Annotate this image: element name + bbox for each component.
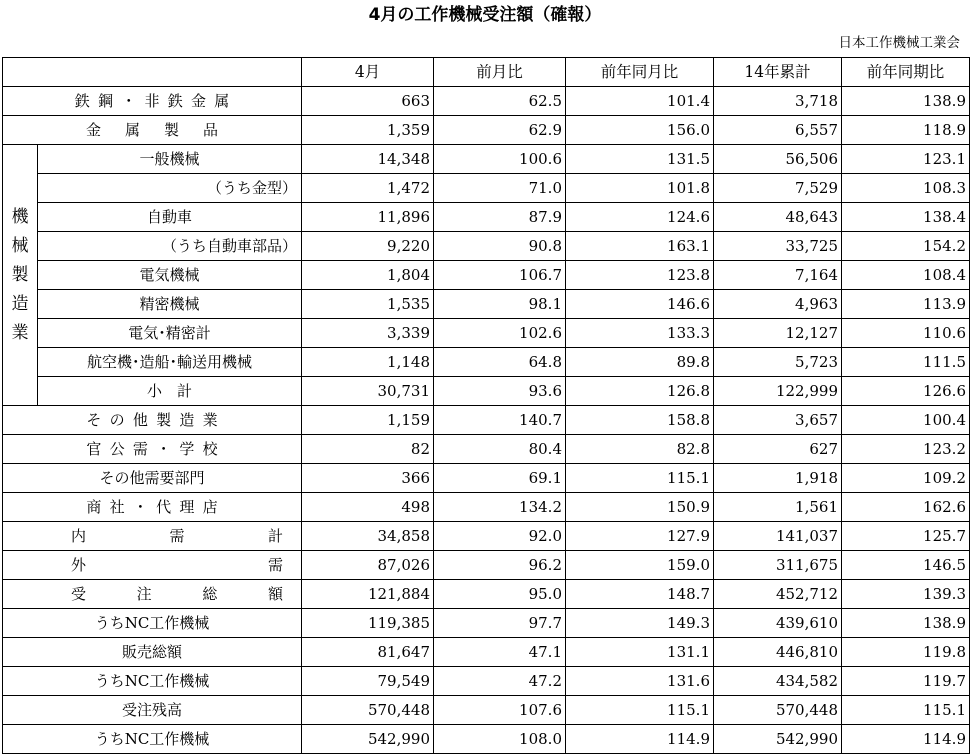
cell-value: 570,448 [714,696,842,725]
row-label: 商社・代理店 [3,493,302,522]
cell-value: 79,549 [302,667,434,696]
row-label: 航空機･造船･輸送用機械 [38,348,302,377]
cell-value: 119.7 [842,667,970,696]
cell-value: 81,647 [302,638,434,667]
cell-value: 108.3 [842,174,970,203]
header-april: 4月 [302,58,434,87]
table-row [3,232,970,261]
cell-value: 82 [302,435,434,464]
page-title: 4月の工作機械受注額（確報） [368,5,602,25]
cell-value: 148.7 [566,580,714,609]
cell-value: 108.4 [842,261,970,290]
cell-value: 71.0 [434,174,566,203]
cell-value: 150.9 [566,493,714,522]
cell-value: 111.5 [842,348,970,377]
table-row [3,145,970,174]
row-label: 小計 [38,377,302,406]
header-ytd-yoy: 前年同期比 [842,58,970,87]
cell-value: 162.6 [842,493,970,522]
row-label-char: 計 [267,527,283,545]
row-label: その他製造業 [3,406,302,435]
group-label-char: 機 [11,206,29,227]
cell-value: 3,718 [714,87,842,116]
cell-value: 1,359 [302,116,434,145]
cell-value: 149.3 [566,609,714,638]
table-row [3,696,970,725]
cell-value: 126.6 [842,377,970,406]
cell-value: 9,220 [302,232,434,261]
cell-value: 93.6 [434,377,566,406]
cell-value: 663 [302,87,434,116]
row-label: （うち金型） [38,174,302,203]
table-row [3,493,970,522]
row-label-char: 外 [71,556,87,574]
cell-value: 1,472 [302,174,434,203]
table-row [3,261,970,290]
cell-value: 82.8 [566,435,714,464]
row-label: うちNC工作機械 [3,609,302,638]
table-row [3,203,970,232]
cell-value: 119.8 [842,638,970,667]
cell-value: 156.0 [566,116,714,145]
table-row [3,319,970,348]
cell-value: 12,127 [714,319,842,348]
orders-table [2,57,970,754]
cell-value: 146.6 [566,290,714,319]
cell-value: 92.0 [434,522,566,551]
cell-value: 139.3 [842,580,970,609]
row-label-char: 内 [71,527,87,545]
cell-value: 159.0 [566,551,714,580]
group-label-char: 製 [11,264,29,285]
row-label: その他需要部門 [3,464,302,493]
group-label-char: 造 [11,293,29,314]
table-row [3,522,970,551]
cell-value: 627 [714,435,842,464]
table-row [3,290,970,319]
row-label-total-orders [3,580,302,609]
cell-value: 69.1 [434,464,566,493]
cell-value: 80.4 [434,435,566,464]
cell-value: 7,529 [714,174,842,203]
table-row [3,580,970,609]
cell-value: 570,448 [302,696,434,725]
cell-value: 125.7 [842,522,970,551]
cell-value: 30,731 [302,377,434,406]
row-label-foreign [3,551,302,580]
cell-value: 123.8 [566,261,714,290]
cell-value: 34,858 [302,522,434,551]
row-label: 販売総額 [3,638,302,667]
cell-value: 439,610 [714,609,842,638]
row-label: 電気･精密計 [38,319,302,348]
cell-value: 113.9 [842,290,970,319]
cell-value: 108.0 [434,725,566,754]
row-label: うちNC工作機械 [3,725,302,754]
cell-value: 6,557 [714,116,842,145]
cell-value: 542,990 [302,725,434,754]
cell-value: 33,725 [714,232,842,261]
cell-value: 115.1 [566,696,714,725]
cell-value: 48,643 [714,203,842,232]
cell-value: 109.2 [842,464,970,493]
table-row [3,174,970,203]
table-row [3,348,970,377]
cell-value: 89.8 [566,348,714,377]
cell-value: 47.2 [434,667,566,696]
cell-value: 121,884 [302,580,434,609]
cell-value: 98.1 [434,290,566,319]
cell-value: 366 [302,464,434,493]
cell-value: 123.2 [842,435,970,464]
cell-value: 1,561 [714,493,842,522]
cell-value: 14,348 [302,145,434,174]
row-label-char: 注 [136,585,152,603]
cell-value: 134.2 [434,493,566,522]
cell-value: 115.1 [566,464,714,493]
cell-value: 127.9 [566,522,714,551]
cell-value: 3,339 [302,319,434,348]
cell-value: 1,535 [302,290,434,319]
row-label-char: 受 [71,585,87,603]
row-label-domestic [3,522,302,551]
header-blank [3,58,302,87]
cell-value: 118.9 [842,116,970,145]
cell-value: 131.5 [566,145,714,174]
cell-value: 138.4 [842,203,970,232]
cell-value: 122,999 [714,377,842,406]
row-label-char: 需 [267,556,283,574]
cell-value: 56,506 [714,145,842,174]
cell-value: 107.6 [434,696,566,725]
row-label: 一般機械 [38,145,302,174]
cell-value: 97.7 [434,609,566,638]
cell-value: 115.1 [842,696,970,725]
cell-value: 446,810 [714,638,842,667]
row-label: 自動車 [38,203,302,232]
cell-value: 11,896 [302,203,434,232]
header-yoy: 前年同月比 [566,58,714,87]
cell-value: 146.5 [842,551,970,580]
row-label: 受注残高 [3,696,302,725]
cell-value: 133.3 [566,319,714,348]
table-row [3,725,970,754]
cell-value: 47.1 [434,638,566,667]
table-row [3,435,970,464]
cell-value: 100.4 [842,406,970,435]
row-label-char: 需 [169,527,185,545]
cell-value: 1,804 [302,261,434,290]
row-label: うちNC工作機械 [3,667,302,696]
cell-value: 102.6 [434,319,566,348]
table-row [3,377,970,406]
table-row [3,464,970,493]
table-row [3,638,970,667]
cell-value: 131.6 [566,667,714,696]
cell-value: 101.8 [566,174,714,203]
table-row [3,667,970,696]
table-row [3,406,970,435]
cell-value: 138.9 [842,609,970,638]
cell-value: 62.5 [434,87,566,116]
row-label: （うち自動車部品） [38,232,302,261]
cell-value: 5,723 [714,348,842,377]
cell-value: 498 [302,493,434,522]
cell-value: 140.7 [434,406,566,435]
cell-value: 114.9 [566,725,714,754]
cell-value: 87.9 [434,203,566,232]
group-label-char: 械 [11,235,29,256]
table-row [3,551,970,580]
cell-value: 452,712 [714,580,842,609]
cell-value: 101.4 [566,87,714,116]
cell-value: 64.8 [434,348,566,377]
cell-value: 106.7 [434,261,566,290]
group-label-manufacturing [3,145,38,406]
cell-value: 124.6 [566,203,714,232]
cell-value: 119,385 [302,609,434,638]
cell-value: 154.2 [842,232,970,261]
cell-value: 96.2 [434,551,566,580]
cell-value: 3,657 [714,406,842,435]
cell-value: 100.6 [434,145,566,174]
cell-value: 95.0 [434,580,566,609]
cell-value: 1,918 [714,464,842,493]
cell-value: 90.8 [434,232,566,261]
cell-value: 1,159 [302,406,434,435]
row-label: 電気機械 [38,261,302,290]
source-label: 日本工作機械工業会 [838,35,960,51]
row-label: 金属製品 [3,116,302,145]
table-row [3,116,970,145]
cell-value: 1,148 [302,348,434,377]
cell-value: 542,990 [714,725,842,754]
row-label: 精密機械 [38,290,302,319]
table-row [3,87,970,116]
header-ytd: 14年累計 [714,58,842,87]
cell-value: 7,164 [714,261,842,290]
cell-value: 4,963 [714,290,842,319]
cell-value: 110.6 [842,319,970,348]
cell-value: 87,026 [302,551,434,580]
row-label-char: 額 [267,585,283,603]
group-label-char: 業 [11,322,29,343]
row-label-char: 総 [202,585,218,603]
table-row [3,609,970,638]
cell-value: 163.1 [566,232,714,261]
row-label: 鉄鋼・非鉄金属 [3,87,302,116]
cell-value: 131.1 [566,638,714,667]
header-mom: 前月比 [434,58,566,87]
cell-value: 126.8 [566,377,714,406]
header-row [3,58,970,87]
row-label: 官公需・学校 [3,435,302,464]
cell-value: 138.9 [842,87,970,116]
cell-value: 141,037 [714,522,842,551]
cell-value: 158.8 [566,406,714,435]
cell-value: 434,582 [714,667,842,696]
cell-value: 123.1 [842,145,970,174]
cell-value: 311,675 [714,551,842,580]
cell-value: 62.9 [434,116,566,145]
cell-value: 114.9 [842,725,970,754]
